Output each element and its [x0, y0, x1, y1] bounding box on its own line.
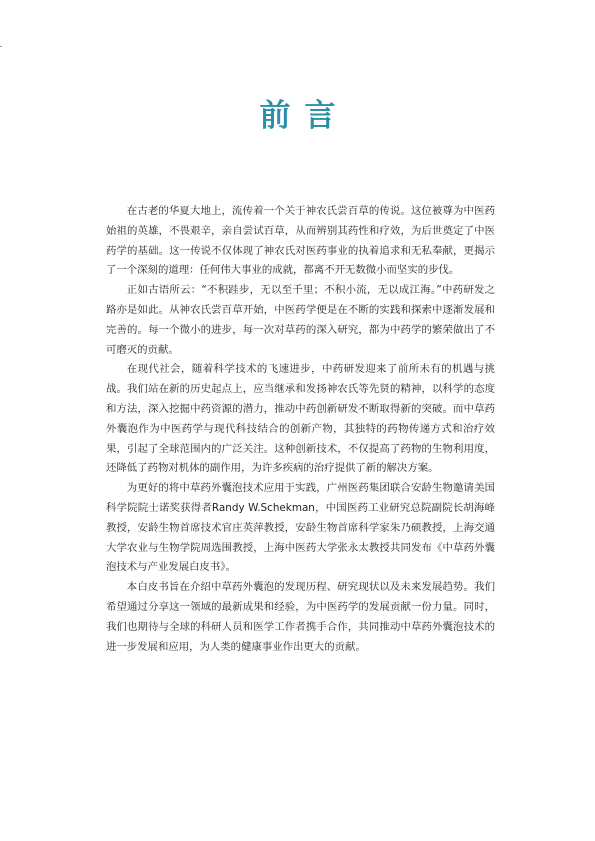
paragraph-2: 正如古语所云：“不积跬步，无以至千里；不积小流，无以成江海。”中药研发之路亦是如此。从神农氏尝百草开始，中医药学便是在不断的实践和探索中逐渐发展和完善的。每一个微小的进步，每一次对草药的深入研究，都为中药学的繁荣做出了不可磨灭的贡献。: [106, 284, 495, 356]
paragraph-4: 为更好的将中草药外囊泡技术应用于实践，广州医药集团联合安龄生物邀请美国科学院院士诺奖获得者Randy W.Schekman，中国医药工业研究总院副院长胡海峰教授，安龄生物首席技术官庄英萍教授，安龄生物首席科学家朱乃硕教授，上海交通大学农业与生物学院周选围教授，上海中医药大学张永太教授共同发布《中草药外囊泡技术与产业发展白皮书》。: [106, 482, 495, 574]
page-title: 前言: [259, 98, 350, 134]
paragraph-5: 本白皮书旨在介绍中草药外囊泡的发现历程、研究现状以及未来发展趋势。我们希望通过分享这一领域的最新成果和经验，为中医药学的发展贡献一份力量。同时，我们也期待与全球的科研人员和医学工作者携手合作，共同推动中草药外囊泡技术的进一步发展和应用，为人类的健康事业作出更大的贡献。: [106, 581, 495, 653]
edge-mark: [0, 46, 2, 47]
preface-body: [106, 202, 495, 657]
paragraph-1: 在古老的华夏大地上，流传着一个关于神农氏尝百草的传说。这位被尊为中医药始祖的英雄，不畏艰辛，亲自尝试百草，从而辨别其药性和疗效，为后世奠定了中医药学的基础。这一传说不仅体现了神农氏对医药事业的执着追求和无私奉献，更揭示了一个深刻的道理：任何伟大事业的成就，都离不开无数微小而坚实的步伐。: [106, 205, 495, 277]
paragraph-3: 在现代社会，随着科学技术的飞速进步，中药研发迎来了前所未有的机遇与挑战。我们站在新的历史起点上，应当继承和发扬神农氏等先贤的精神，以科学的态度和方法，深入挖掘中药资源的潜力，推动中药创新研发不断取得新的突破。而中草药外囊泡作为中医药学与现代科技结合的创新产物，其独特的药物传递方式和治疗效果，引起了全球范围内的广泛关注。这种创新技术，不仅提高了药物的生物利用度，还降低了药物对机体的副作用，为许多疾病的治疗提供了新的解决方案。: [106, 363, 495, 475]
